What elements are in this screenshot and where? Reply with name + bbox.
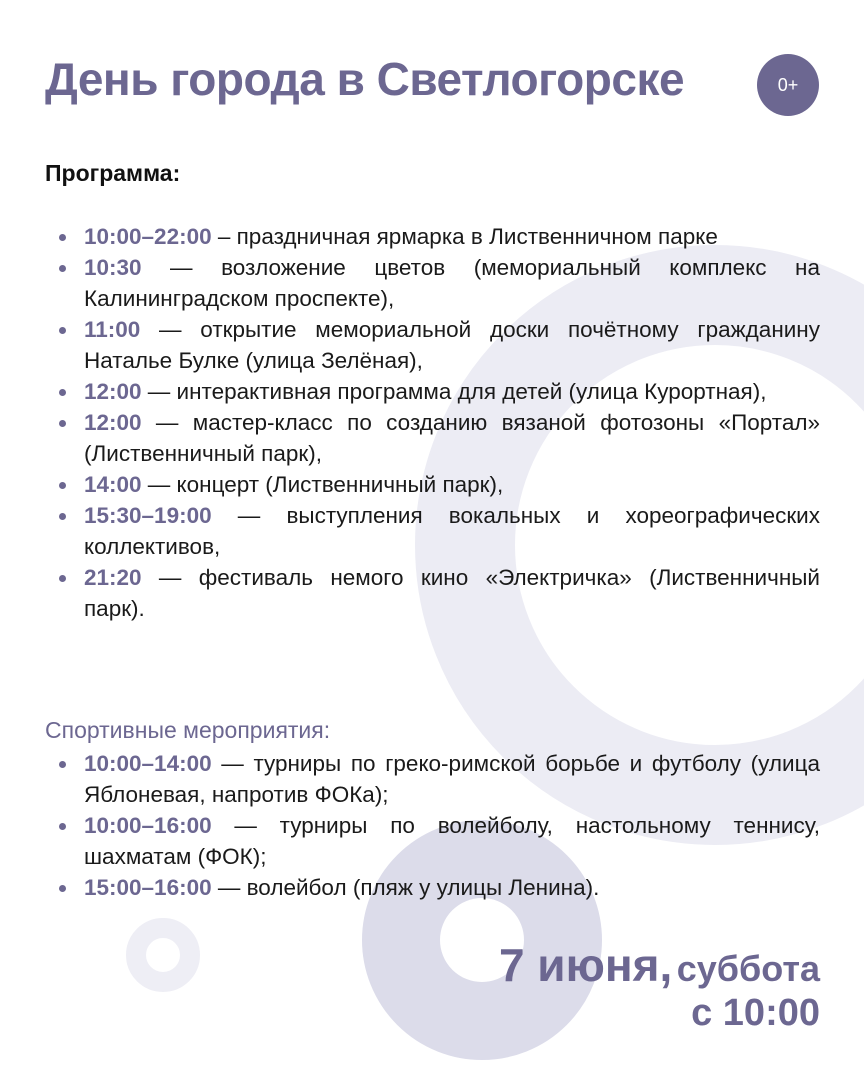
event-time: 12:00 <box>84 410 142 435</box>
event-time: 21:20 <box>84 565 142 590</box>
sports-item <box>56 748 820 810</box>
start-time: с 10:00 <box>691 992 820 1034</box>
event-time: 10:00–16:00 <box>84 813 212 838</box>
program-item <box>56 500 820 562</box>
date-weekday: суббота <box>676 948 820 989</box>
event-time: 15:00–16:00 <box>84 875 212 900</box>
date-day: 7 июня, <box>498 939 673 991</box>
bullet-icon <box>59 389 66 396</box>
program-item <box>56 314 820 376</box>
age-rating-badge: 0+ <box>757 54 819 116</box>
program-item <box>56 562 820 624</box>
page-title: День города в Светлогорске <box>45 53 685 105</box>
bullet-icon <box>59 575 66 582</box>
bullet-icon <box>59 327 66 334</box>
event-date <box>499 938 820 992</box>
bullet-icon <box>59 761 66 768</box>
program-item <box>56 221 820 252</box>
event-time: 15:30–19:00 <box>84 503 212 528</box>
bullet-icon <box>59 885 66 892</box>
program-item <box>56 252 820 314</box>
event-description: — концерт (Лиственничный парк), <box>141 472 504 497</box>
sports-list <box>56 748 820 903</box>
event-description: — турниры по греко-римской борьбе и футболу (улица Яблоневая, напротив ФОКа); <box>84 751 820 807</box>
event-description: — фестиваль немого кино «Электричка» (Лиственничный парк). <box>84 565 820 621</box>
event-description: — турниры по волейболу, настольному теннису, шахматам (ФОК); <box>84 813 820 869</box>
event-description: — волейбол (пляж у улицы Ленина). <box>211 875 600 900</box>
event-time: 12:00 <box>84 379 142 404</box>
program-heading: Программа: <box>45 160 181 186</box>
sports-heading: Спортивные мероприятия: <box>45 717 331 743</box>
event-description: — открытие мемориальной доски почётному гражданину Наталье Булке (улица Зелёная), <box>84 317 820 373</box>
bullet-icon <box>59 482 66 489</box>
bullet-icon <box>59 513 66 520</box>
bullet-icon <box>59 265 66 272</box>
event-description: — выступления вокальных и хореографических коллективов, <box>84 503 820 559</box>
program-item <box>56 469 820 500</box>
event-time: 10:00–22:00 <box>84 224 212 249</box>
program-item <box>56 376 820 407</box>
event-time: 10:00–14:00 <box>84 751 212 776</box>
bullet-icon <box>59 823 66 830</box>
program-item <box>56 407 820 469</box>
event-description: — мастер-класс по созданию вязаной фотозоны «Портал» (Лиственничный парк), <box>84 410 820 466</box>
bullet-icon <box>59 420 66 427</box>
event-description: — интерактивная программа для детей (улица Курортная), <box>141 379 767 404</box>
event-time: 14:00 <box>84 472 142 497</box>
event-time: 10:30 <box>84 255 142 280</box>
sports-item <box>56 872 820 903</box>
bullet-icon <box>59 234 66 241</box>
event-description: – праздничная ярмарка в Лиственничном парке <box>211 224 718 249</box>
program-list <box>56 221 820 624</box>
decorative-ring-small <box>126 918 200 992</box>
event-description: — возложение цветов (мемориальный комплекс на Калининградском проспекте), <box>84 255 820 311</box>
sports-item <box>56 810 820 872</box>
event-time: 11:00 <box>84 317 141 342</box>
